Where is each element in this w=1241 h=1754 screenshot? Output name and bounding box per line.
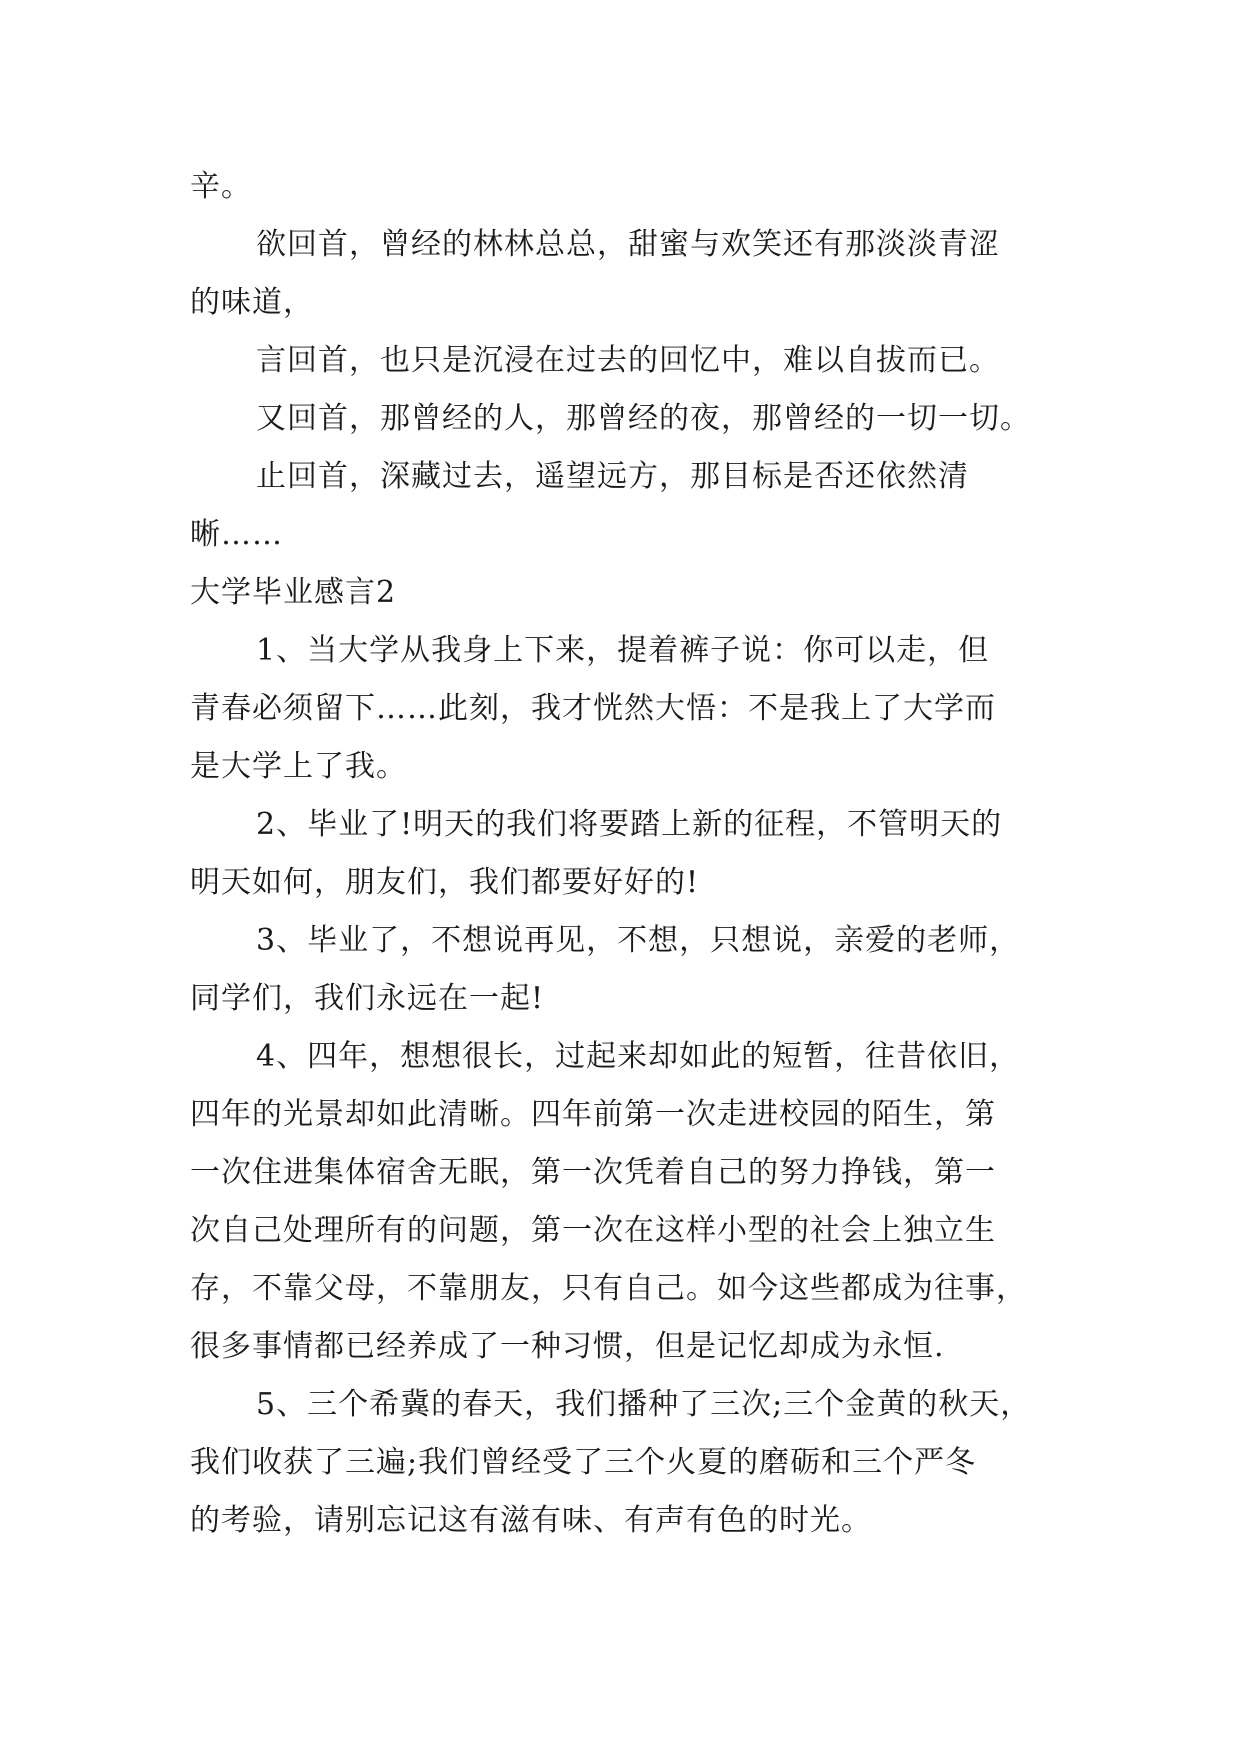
list-item (190, 1376, 1055, 1550)
intro-line-1: 辛。 (190, 169, 252, 204)
intro-line-6: 止回首，深藏过去，遥望远方，那目标是否还依然清 (256, 459, 969, 494)
item-4-line-5: 存，不靠父母，不靠朋友，只有自己。如今这些都成为往事， (190, 1271, 1027, 1306)
list-item (190, 622, 1055, 796)
item-2-line-1: 2、毕业了!明天的我们将要踏上新的征程，不管明天的 (256, 807, 1003, 842)
list-item (190, 796, 1055, 912)
intro-line-3: 的味道， (190, 285, 314, 320)
item-1-line-2: 青春必须留下……此刻，我才恍然大悟：不是我上了大学而 (190, 691, 996, 726)
section-title: 大学毕业感言2 (190, 575, 397, 610)
item-4-line-3: 一次住进集体宿舍无眠，第一次凭着自己的努力挣钱，第一 (190, 1155, 996, 1190)
intro-line-7: 晰…… (190, 517, 283, 552)
item-3-line-2: 同学们，我们永远在一起! (190, 981, 545, 1016)
item-4-line-6: 很多事情都已经养成了一种习惯，但是记忆却成为永恒. (190, 1329, 945, 1364)
intro-line-5: 又回首，那曾经的人，那曾经的夜，那曾经的一切一切。 (256, 401, 1031, 436)
item-4-line-1: 4、四年，想想很长，过起来却如此的短暂，往昔依旧， (256, 1039, 1021, 1074)
item-4-line-4: 次自己处理所有的问题，第一次在这样小型的社会上独立生 (190, 1213, 996, 1248)
intro-line-2: 欲回首，曾经的林林总总，甜蜜与欢笑还有那淡淡青涩 (256, 227, 1000, 262)
item-2-line-2: 明天如何，朋友们，我们都要好好的! (190, 865, 700, 900)
list-item (190, 1028, 1055, 1376)
item-5-line-2: 我们收获了三遍;我们曾经受了三个火夏的磨砺和三个严冬 (190, 1445, 977, 1480)
item-5-line-1: 5、三个希冀的春天，我们播种了三次;三个金黄的秋天， (256, 1387, 1032, 1422)
list-item (190, 912, 1055, 1028)
item-3-line-1: 3、毕业了，不想说再见，不想，只想说，亲爱的老师， (256, 923, 1021, 958)
intro-line-4: 言回首，也只是沉浸在过去的回忆中，难以自拔而已。 (256, 343, 1000, 378)
item-5-line-3: 的考验，请别忘记这有滋有味、有声有色的时光。 (190, 1503, 872, 1538)
item-4-line-2: 四年的光景却如此清晰。四年前第一次走进校园的陌生，第 (190, 1097, 996, 1132)
document-body (190, 158, 1055, 1550)
item-1-line-1: 1、当大学从我身上下来，提着裤子说：你可以走，但 (256, 633, 990, 668)
item-1-line-3: 是大学上了我。 (190, 749, 407, 784)
